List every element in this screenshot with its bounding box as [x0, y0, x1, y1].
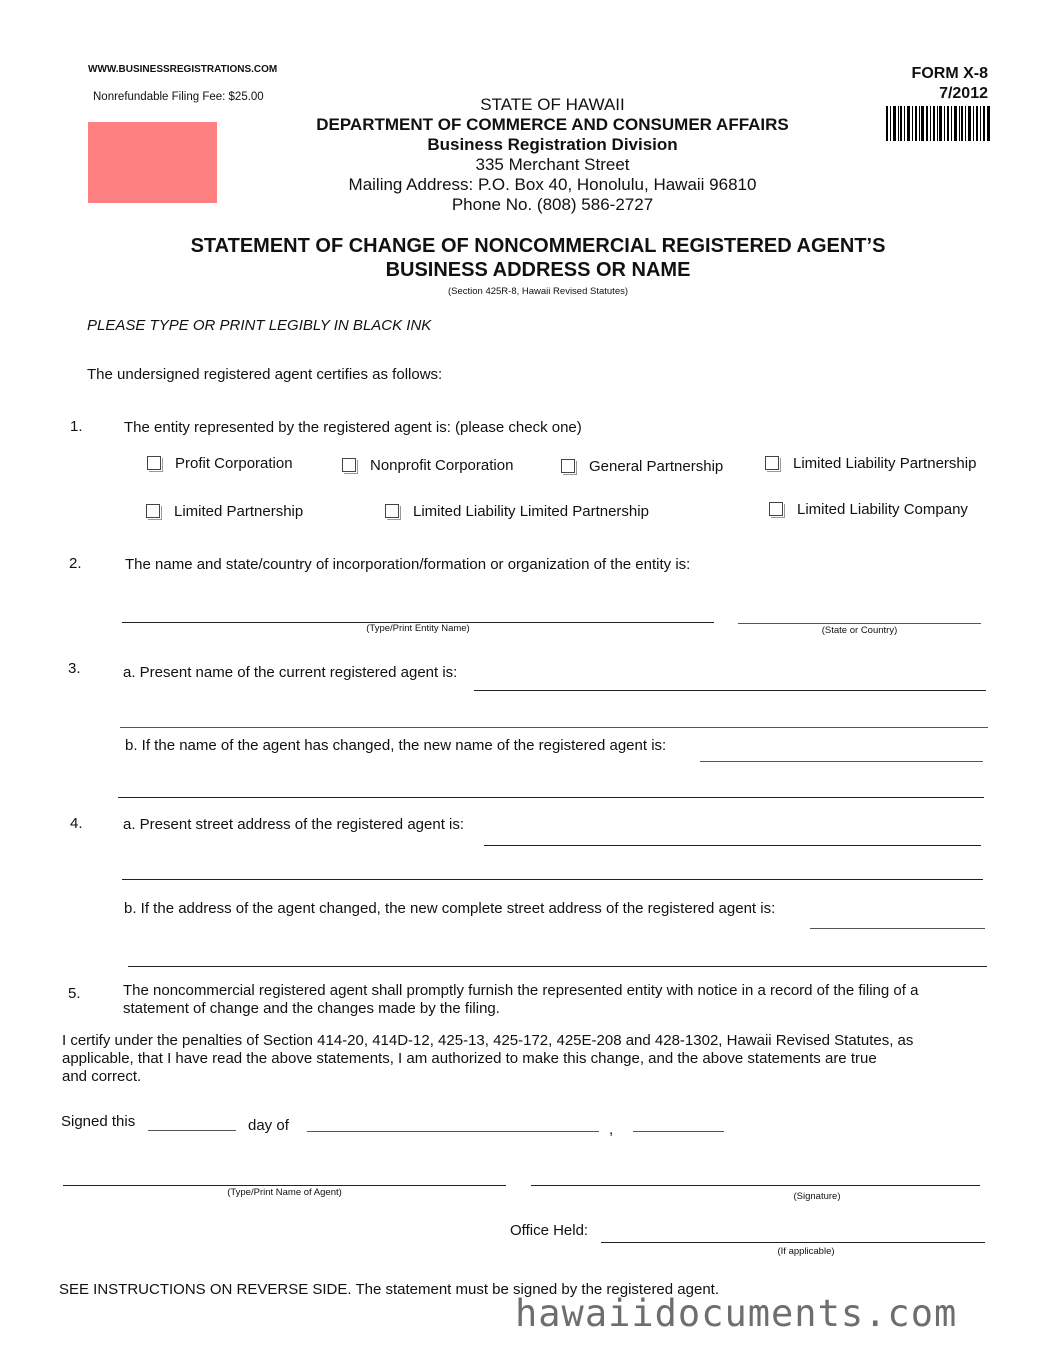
label-limited-liability-company: Limited Liability Company — [797, 501, 968, 518]
item-number-5: 5. — [68, 985, 81, 1002]
checkbox-limited-liability-partnership[interactable] — [765, 456, 779, 470]
office-held-line[interactable] — [601, 1242, 985, 1243]
statute-reference: (Section 425R-8, Hawaii Revised Statutes) — [447, 286, 629, 297]
item-number-3: 3. — [68, 660, 81, 677]
form-title-line2: BUSINESS ADDRESS OR NAME — [385, 259, 691, 281]
agent-name-caption: (Type/Print Name of Agent) — [227, 1187, 342, 1198]
present-agent-name-line[interactable] — [474, 690, 986, 691]
day-line[interactable] — [148, 1130, 236, 1131]
label-profit-corporation: Profit Corporation — [175, 455, 293, 472]
present-address-line-2[interactable] — [122, 879, 983, 880]
signed-this-label: Signed this — [61, 1113, 136, 1130]
label-general-partnership: General Partnership — [589, 458, 724, 475]
checkbox-limited-liability-limited-partnership[interactable] — [385, 504, 399, 518]
item-number-1: 1. — [70, 418, 83, 435]
new-agent-name-line-2[interactable] — [118, 797, 984, 798]
question-2: The name and state/country of incorporation/formation or organization of the entity is: — [125, 556, 691, 573]
agent-name-line[interactable] — [63, 1185, 506, 1186]
label-limited-partnership: Limited Partnership — [174, 503, 304, 520]
office-held-label: Office Held: — [510, 1222, 589, 1239]
certification-line3: and correct. — [62, 1068, 142, 1085]
checkbox-nonprofit-corporation[interactable] — [342, 458, 356, 472]
entity-name-caption: (Type/Print Entity Name) — [366, 623, 470, 634]
question-4b: b. If the address of the agent changed, the new complete street address of the registered agent is: — [124, 900, 776, 917]
certifies-intro: The undersigned registered agent certifies as follows: — [87, 366, 443, 383]
certification-line1: I certify under the penalties of Section 414-20, 414D-12, 425-13, 425-172, 425E-208 and 428-1302, Hawaii Revised Statutes, as — [62, 1032, 914, 1049]
department-heading: DEPARTMENT OF COMMERCE AND CONSUMER AFFAIRS — [316, 115, 789, 134]
item-number-2: 2. — [69, 555, 82, 572]
checkbox-general-partnership[interactable] — [561, 459, 575, 473]
question-3a: a. Present name of the current registered agent is: — [123, 664, 458, 681]
ink-instruction: PLEASE TYPE OR PRINT LEGIBLY IN BLACK INK — [87, 317, 432, 334]
notice-line1: The noncommercial registered agent shall promptly furnish the represented entity with notice in a record of the filing of a — [123, 982, 919, 999]
checkbox-limited-liability-company[interactable] — [769, 502, 783, 516]
question-4a: a. Present street address of the registered agent is: — [123, 816, 465, 833]
see-instructions: SEE INSTRUCTIONS ON REVERSE SIDE. The statement must be signed by the registered agent. — [59, 1281, 719, 1298]
division-heading: Business Registration Division — [427, 135, 678, 154]
date-comma: , — [609, 1121, 614, 1138]
mailing-address: Mailing Address: P.O. Box 40, Honolulu, Hawaii 96810 — [348, 175, 757, 194]
form-title-line1: STATEMENT OF CHANGE OF NONCOMMERCIAL REGISTERED AGENT’S — [190, 235, 886, 257]
year-line[interactable] — [633, 1131, 724, 1132]
label-limited-liability-limited-partnership: Limited Liability Limited Partnership — [413, 503, 649, 520]
item-number-4: 4. — [70, 815, 83, 832]
notice-line2: statement of change and the changes made by the filing. — [123, 1000, 500, 1017]
checkbox-profit-corporation[interactable] — [147, 456, 161, 470]
state-country-line[interactable] — [738, 623, 981, 624]
street-address: 335 Merchant Street — [475, 155, 630, 174]
present-agent-name-line-2[interactable] — [120, 727, 988, 728]
question-1: The entity represented by the registered agent is: (please check one) — [124, 419, 582, 436]
present-address-line[interactable] — [484, 845, 981, 846]
form-id: FORM X-8 — [911, 65, 988, 82]
new-address-line[interactable] — [810, 928, 985, 929]
state-heading: STATE OF HAWAII — [480, 95, 625, 114]
signature-caption: (Signature) — [793, 1191, 841, 1202]
state-country-caption: (State or Country) — [821, 625, 898, 636]
question-3b: b. If the name of the agent has changed, the new name of the registered agent is: — [125, 737, 667, 754]
new-address-line-2[interactable] — [128, 966, 987, 967]
barcode — [886, 106, 990, 141]
signature-line[interactable] — [531, 1185, 980, 1186]
checkbox-limited-partnership[interactable] — [146, 504, 160, 518]
phone-number: Phone No. (808) 586-2727 — [451, 195, 654, 214]
month-line[interactable] — [307, 1131, 599, 1132]
watermark: hawaiidocuments.com — [515, 1292, 958, 1335]
certification-line2: applicable, that I have read the above statements, I am authorized to make this change, and the above statements are true — [62, 1050, 877, 1067]
website-text: WWW.BUSINESSREGISTRATIONS.COM — [88, 64, 278, 75]
form-date: 7/2012 — [939, 85, 988, 102]
fee-stamp-area — [88, 122, 217, 203]
office-held-caption: (If applicable) — [777, 1246, 835, 1257]
filing-fee: Nonrefundable Filing Fee: $25.00 — [93, 91, 264, 103]
new-agent-name-line[interactable] — [700, 761, 983, 762]
day-of-label: day of — [248, 1117, 289, 1134]
label-nonprofit-corporation: Nonprofit Corporation — [370, 457, 514, 474]
label-limited-liability-partnership: Limited Liability Partnership — [793, 455, 977, 472]
